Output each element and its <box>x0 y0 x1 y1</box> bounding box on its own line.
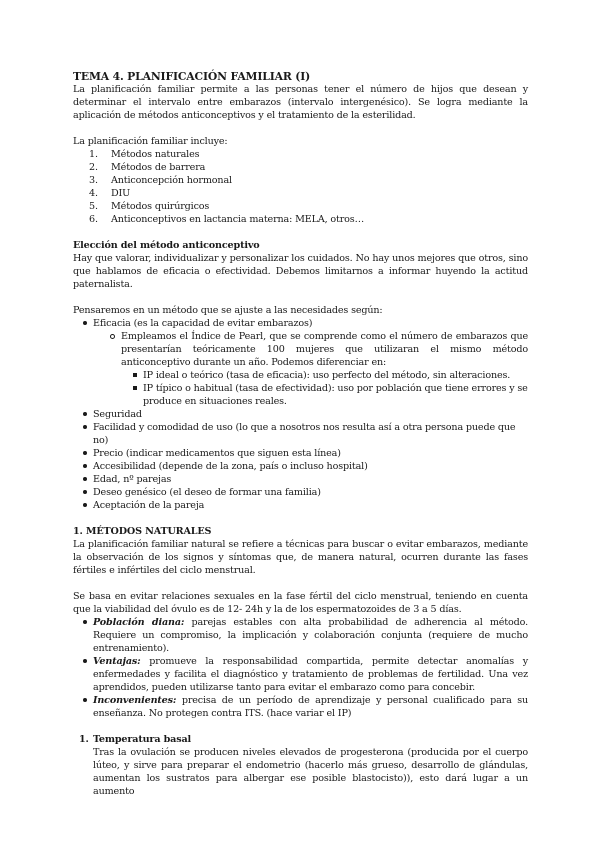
bullet-icon <box>83 503 87 507</box>
bullet-icon <box>83 477 87 481</box>
list-item: 5. Métodos quirúrgicos <box>89 201 210 212</box>
pearl-types-list <box>121 369 528 408</box>
list-item: Seguridad <box>73 408 528 421</box>
list-item: Edad, nº parejas <box>73 473 528 486</box>
section-heading: Elección del método anticonceptivo <box>73 240 260 251</box>
bullet-icon <box>83 659 87 663</box>
list-item: IP ideal o teórico (tasa de eficacia): uso perfecto del método, sin alteraciones. <box>121 369 528 382</box>
section1-paragraph: La planificación familiar natural se refiere a técnicas para buscar o evitar embarazos, mediante la observación de los signos y síntomas que, de manera natural, ocurren durante las fases fértiles e infértiles del ciclo menstrual. <box>73 539 528 576</box>
list-item: 1. Métodos naturales <box>89 149 200 160</box>
square-bullet-icon <box>133 386 137 390</box>
election-paragraph: Hay que valorar, individualizar y personalizar los cuidados. No hay unos mejores que otros, sino que hablamos de eficacia o efectividad. Debemos limitarnos a informar huyendo la actitud paternalista. <box>73 253 528 290</box>
section-heading: 1. MÉTODOS NATURALES <box>73 526 212 537</box>
bullet-icon <box>83 490 87 494</box>
circle-bullet-icon <box>110 334 115 339</box>
list-item: Deseo genésico (el deseo de formar una familia) <box>73 486 528 499</box>
bullet-icon <box>83 321 87 325</box>
document-page <box>73 70 528 798</box>
includes-label: La planificación familiar incluye: <box>73 136 228 147</box>
bullet-icon <box>83 451 87 455</box>
list-item: Inconvenientes: precisa de un período de aprendizaje y personal cualificado para su enseñanza. No protegen contra ITS. (hace variar el IP) <box>73 694 528 720</box>
criteria-list <box>73 317 528 512</box>
bullet-icon <box>83 698 87 702</box>
list-item: 4. DIU <box>89 188 131 199</box>
list-item: 2. Métodos de barrera <box>89 162 206 173</box>
criteria-label: Pensaremos en un método que se ajuste a las necesidades según: <box>73 305 383 316</box>
list-item: Facilidad y comodidad de uso (lo que a nosotros nos resulta así a otra persona puede que no) <box>73 421 528 447</box>
list-item: Precio (indicar medicamentos que siguen esta línea) <box>73 447 528 460</box>
bullet-icon <box>83 620 87 624</box>
pearl-list <box>93 330 528 408</box>
bullet-icon <box>83 464 87 468</box>
subsection-heading: 1. Temperatura basal <box>79 734 192 745</box>
section1-paragraph-2: Se basa en evitar relaciones sexuales en la fase fértil del ciclo menstrual, teniendo en cuenta que la viabilidad del óvulo es de 12- 24h y la de los espermatozoides de 3 a 5 días. <box>73 591 528 615</box>
list-item: Población diana: parejas estables con alta probabilidad de adherencia al método. Requiere un compromiso, la implicación y colaboración conjunta (requiere de mucho entrenamiento). <box>73 616 528 655</box>
list-item: Aceptación de la pareja <box>73 499 528 512</box>
list-item: Accesibilidad (depende de la zona, país o incluso hospital) <box>73 460 528 473</box>
features-list <box>73 616 528 720</box>
intro-paragraph: La planificación familiar permite a las personas tener el número de hijos que desean y determinar el intervalo entre embarazos (intervalo intergenésico). Se logra mediante la aplicación de métodos anticonceptivos y el tratamiento de la esterilidad. <box>73 84 528 121</box>
list-item: Empleamos el Índice de Pearl, que se comprende como el número de embarazos que presentarían teóricamente 100 mujeres que utilizaran el mismo método anticonceptivo durante un año. Podemos diferenciar en: IP ideal o teórico (tasa de eficacia): uso perfecto del método, sin alteraciones. IP típico o habitual (tasa de efectividad): uso por población que tiene errores y se produce en situaciones reales. <box>93 330 528 408</box>
bullet-icon <box>83 425 87 429</box>
list-item: 3. Anticoncepción hormonal <box>89 175 232 186</box>
list-item: IP típico o habitual (tasa de efectividad): uso por población que tiene errores y se produce en situaciones reales. <box>121 382 528 408</box>
includes-list <box>73 148 528 226</box>
page-title: TEMA 4. PLANIFICACIÓN FAMILIAR (I) <box>73 70 311 83</box>
list-item: Ventajas: promueve la responsabilidad compartida, permite detectar anomalías y enfermedades y facilita el diagnóstico y tratamiento de problemas de fertilidad. Una vez aprendidos, pueden utilizarse tanto para evitar el embarazo como para concebir. <box>73 655 528 694</box>
subsection-paragraph: Tras la ovulación se producen niveles elevados de progesterona (producida por el cuerpo lúteo, y sirve para preparar el endometrio (hacerlo más grueso, desarrollo de glándulas, aumentan los sustratos para albergar ese posible blastocisto)), esto dará lugar a un aumento <box>93 747 528 797</box>
list-item: 6. Anticonceptivos en lactancia materna: MELA, otros… <box>89 214 365 225</box>
list-item: Eficacia (es la capacidad de evitar embarazos) Empleamos el Índice de Pearl, que se comprende como el número de embarazos que presentarían teóricamente 100 mujeres que utilizaran el mismo método anticonceptivo durante un año. Podemos diferenciar en: IP ideal o teórico (tasa de eficacia): uso perfecto del método, sin alteraciones. IP típico o habitual (tasa de efectividad): uso por población que tiene errores y se produce en situaciones reales. <box>73 317 528 408</box>
square-bullet-icon <box>133 373 137 377</box>
bullet-icon <box>83 412 87 416</box>
